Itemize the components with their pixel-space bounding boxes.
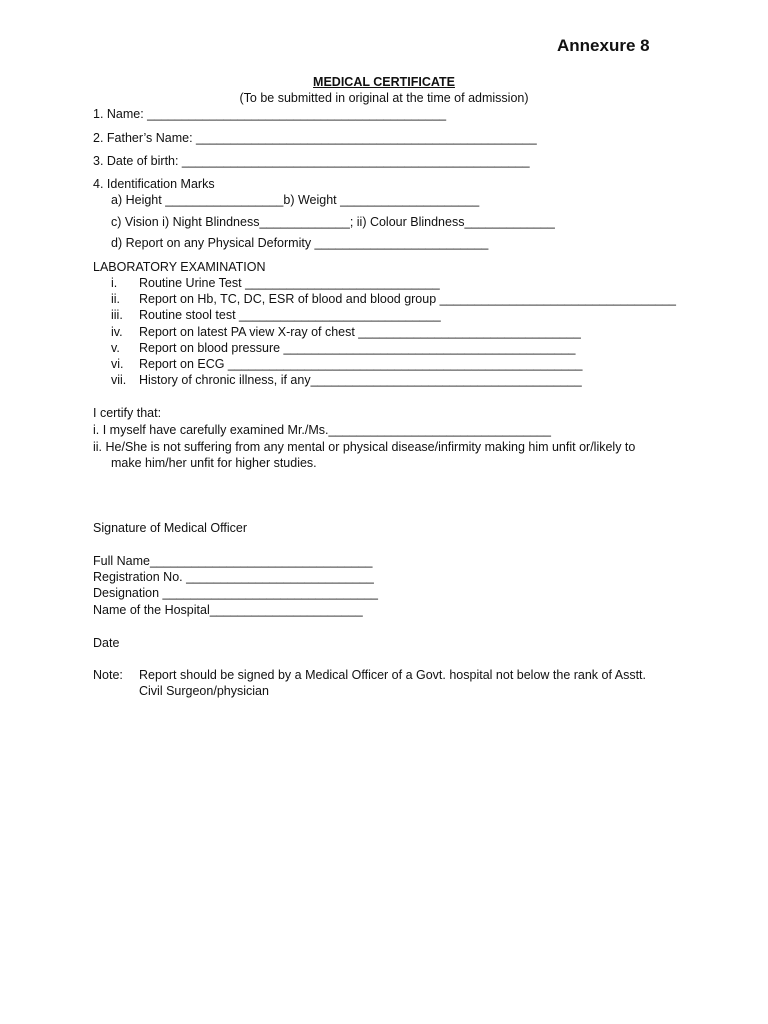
lab-item-text: Report on latest PA view X-ray of chest ________________________________ <box>139 325 581 339</box>
lab-item-num: iii. <box>111 308 123 322</box>
lab-item-num: vii. <box>111 373 127 387</box>
lab-item-text: Report on ECG ___________________________________________________ <box>139 357 583 371</box>
lab-heading: LABORATORY EXAMINATION <box>93 260 266 274</box>
field-name: 1. Name: ___________________________________________ <box>93 107 447 121</box>
field-date-of-birth: 3. Date of birth: __________________________________________________ <box>93 154 530 168</box>
field-vision: c) Vision i) Night Blindness_____________; ii) Colour Blindness_____________ <box>111 215 555 229</box>
full-name-field: Full Name________________________________ <box>93 554 373 568</box>
date-label: Date <box>93 636 120 650</box>
lab-item-text: Report on Hb, TC, DC, ESR of blood and blood group __________________________________ <box>139 292 676 306</box>
certify-heading: I certify that: <box>93 406 162 420</box>
lab-item-text: Routine Urine Test ____________________________ <box>139 276 440 290</box>
signature-label: Signature of Medical Officer <box>93 521 248 535</box>
field-height-weight: a) Height _________________b) Weight ____________________ <box>111 193 480 207</box>
lab-item-text: History of chronic illness, if any_______________________________________ <box>139 373 582 387</box>
page-title: MEDICAL CERTIFICATE <box>313 75 455 89</box>
certify-line-2: ii. He/She is not suffering from any mental or physical disease/infirmity making him unfit or/likely to <box>93 440 636 454</box>
note-line-2: Civil Surgeon/physician <box>139 684 269 698</box>
field-father-name: 2. Father’s Name: _________________________________________________ <box>93 131 537 145</box>
lab-item-num: iv. <box>111 325 123 339</box>
certify-line-1: i. I myself have carefully examined Mr./Ms.________________________________ <box>93 423 551 437</box>
certify-line-2-cont: make him/her unfit for higher studies. <box>111 456 317 470</box>
lab-item-num: vi. <box>111 357 124 371</box>
lab-item-num: ii. <box>111 292 121 306</box>
page-subtitle: (To be submitted in original at the time of admission) <box>239 91 529 105</box>
registration-field: Registration No. ___________________________ <box>93 570 374 584</box>
note-line-1: Report should be signed by a Medical Officer of a Govt. hospital not below the rank of Asstt. <box>139 668 646 682</box>
note-label: Note: <box>93 668 123 682</box>
designation-field: Designation _______________________________ <box>93 586 378 600</box>
lab-item-text: Report on blood pressure __________________________________________ <box>139 341 576 355</box>
field-identification-marks: 4. Identification Marks <box>93 177 215 191</box>
field-physical-deformity: d) Report on any Physical Deformity _________________________ <box>111 236 489 250</box>
lab-item-num: i. <box>111 276 118 290</box>
lab-item-num: v. <box>111 341 120 355</box>
hospital-field: Name of the Hospital______________________ <box>93 603 363 617</box>
lab-item-text: Routine stool test _____________________________ <box>139 308 441 322</box>
annexure-label: Annexure 8 <box>557 36 650 55</box>
